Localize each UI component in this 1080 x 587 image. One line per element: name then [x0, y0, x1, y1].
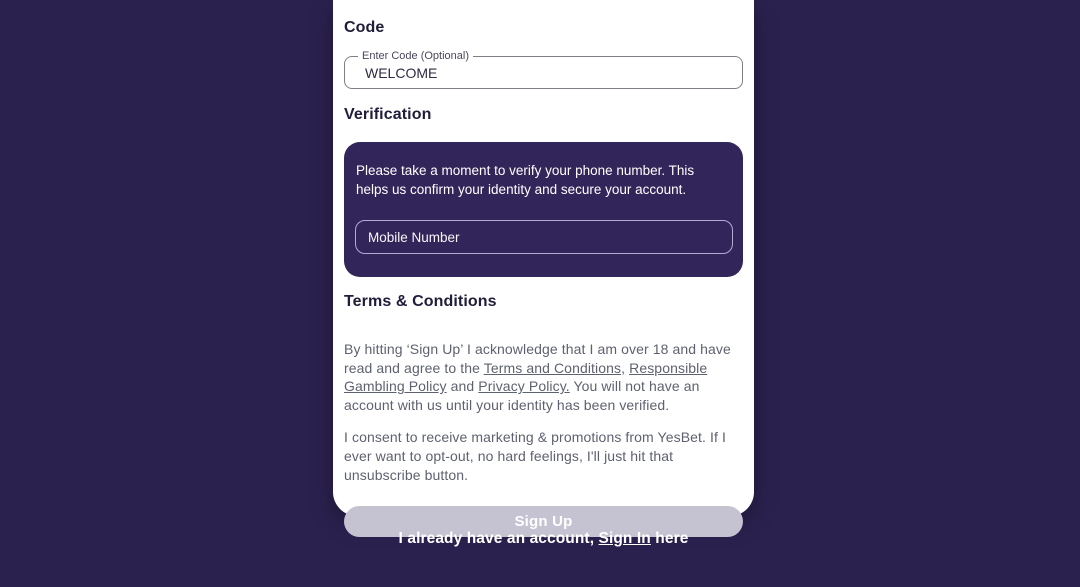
terms-ack-suffix: You will not have an account with us until your identity has been verified. — [344, 378, 700, 413]
terms-acknowledgement-text — [344, 340, 744, 414]
responsible-gambling-policy-link[interactable]: Responsible Gambling Policy — [344, 359, 708, 395]
sign-up-button[interactable]: Sign Up — [344, 506, 743, 537]
signin-footer — [333, 530, 754, 548]
terms-section-heading: Terms & Conditions — [344, 293, 497, 310]
terms-ack-sep2: and — [446, 378, 479, 395]
code-field-label: Enter Code (Optional) — [358, 51, 473, 62]
verification-panel — [344, 142, 743, 277]
signin-footer-suffix: here — [650, 530, 689, 547]
verification-message: Please take a moment to verify your phone number. This helps us confirm your identity and secure your account. — [356, 163, 695, 197]
terms-ack-prefix: By hitting ‘Sign Up’ I acknowledge that I am over 18 and have read and agree to the — [344, 341, 731, 376]
marketing-consent-text: I consent to receive marketing & promotions from YesBet. If I ever want to opt-out, no hard feelings, I'll just hit that unsubscribe button. — [344, 429, 726, 483]
signin-footer-prefix: I already have an account, — [398, 530, 599, 547]
verification-section-heading: Verification — [344, 106, 432, 123]
sign-in-link[interactable]: Sign In — [598, 530, 651, 547]
code-field-wrapper — [344, 50, 743, 89]
signup-card — [333, 0, 754, 531]
privacy-policy-link[interactable]: Privacy Policy. — [478, 378, 570, 395]
code-section-heading: Code — [344, 19, 385, 36]
mobile-number-input[interactable] — [355, 220, 733, 254]
terms-and-conditions-link[interactable]: Terms and Conditions, — [483, 359, 626, 376]
